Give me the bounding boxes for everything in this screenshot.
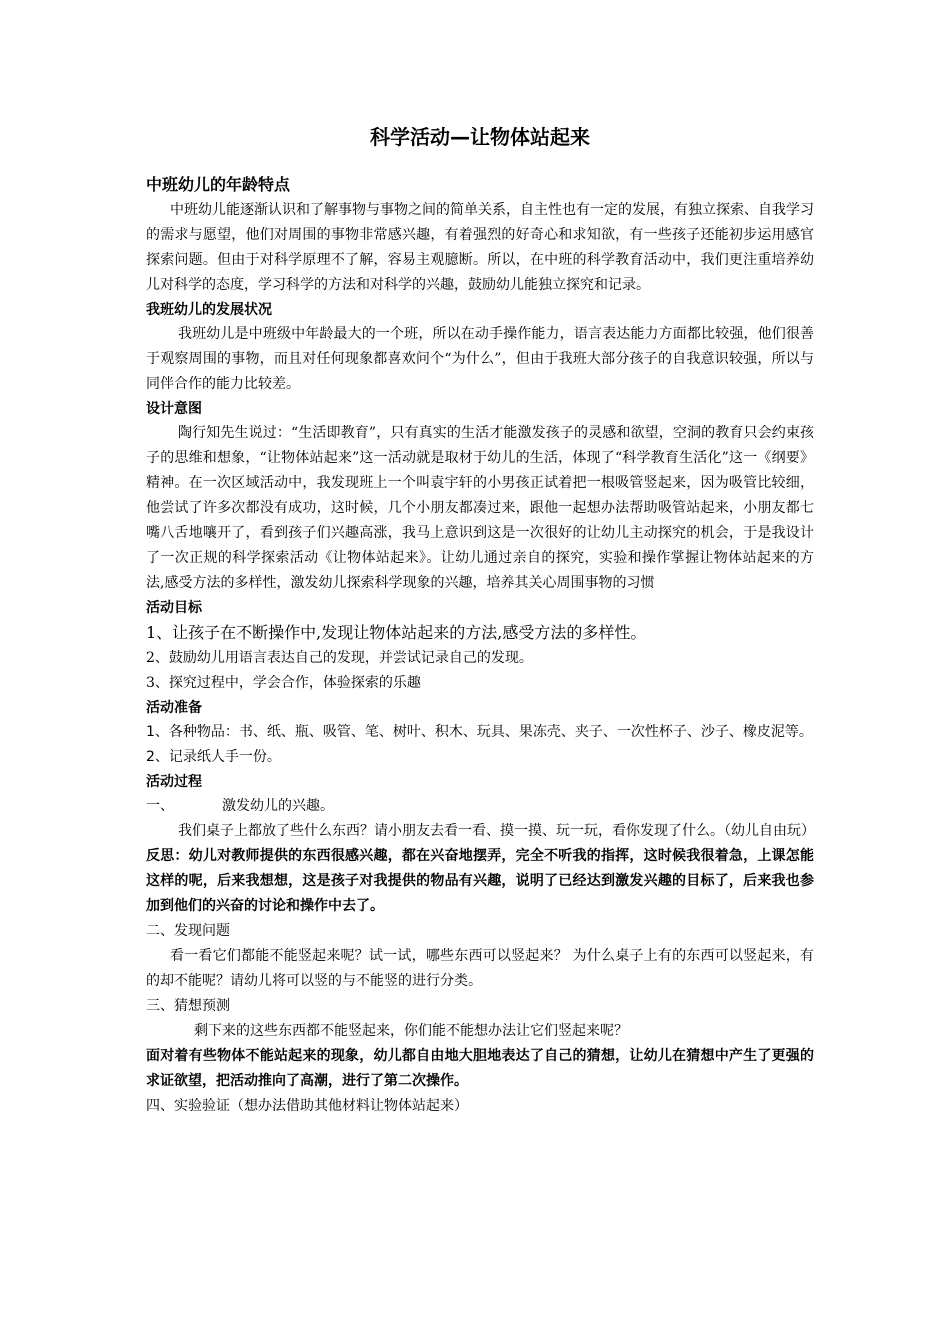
- heading-activity-preparation: 活动准备: [146, 700, 202, 716]
- process-step-2-paragraph: 看一看它们都能不能竖起来呢？试一试，哪些东西可以竖起来？ 为什么桌子上有的东西可以竖起来，有的却不能呢？请幼儿将可以竖的与不能竖的进行分类。: [146, 948, 814, 989]
- heading-design-intent: 设计意图: [146, 401, 202, 417]
- prep-item-1: [146, 720, 814, 745]
- process-step-3-paragraph: 剩下来的这些东西都不能竖起来，你们能不能想办法让它们竖起来呢？: [194, 1023, 628, 1039]
- paragraph-class-status: 我班幼儿是中班级中年龄最大的一个班，所以在动手操作能力，语言表达能力方面都比较强，他们很善于观察周围的事物，而且对任何现象都喜欢问个“为什么”，但由于我班大部分孩子的自我意识较强，所以与同伴合作的能力比较差。: [146, 326, 814, 392]
- heading-activity-process: 活动过程: [146, 774, 202, 790]
- process-step-4-title: 四、实验验证（想办法借助其他材料让物体站起来）: [146, 1098, 468, 1114]
- paragraph-design-intent: 陶行知先生说过：“生活即教育”，只有真实的生活才能激发孩子的灵感和欲望，空洞的教育只会约束孩子的思维和想象，“让物体站起来”这一活动就是取材于幼儿的生活，体现了“科学教育生活化”这一《纲要》精神。在一次区域活动中，我发现班上一个叫袁宇轩的小男孩正试着把一根吸管竖起来，因为吸管比较细，他尝试了许多次都没有成功，这时候，几个小朋友都凑过来，跟他一起想办法帮助吸管站起来，小朋友都七嘴八舌地嚷开了，看到孩子们兴趣高涨，我马上意识到这是一次很好的让幼儿主动探究的机会，于是我设计了一次正规的科学探索活动《让物体站起来》。让幼儿通过亲自的探究，实验和操作掌握让物体站起来的方法,感受方法的多样性，激发幼儿探索科学现象的兴趣，培养其关心周围事物的习惯: [146, 425, 814, 591]
- heading-age-characteristics: 中班幼儿的年龄特点: [146, 175, 291, 194]
- process-step-1-label: 激发幼儿的兴趣。: [222, 798, 334, 814]
- document-title: 科学活动—让物体站起来: [370, 125, 590, 149]
- prep-item-2-text: 、记录纸人手一份。: [154, 749, 281, 765]
- process-step-2-title: 二、发现问题: [146, 923, 230, 939]
- process-step-3-title: 三、猜想预测: [146, 998, 230, 1014]
- prep-item-2: [146, 745, 814, 770]
- reflection-2: 面对着有些物体不能站起来的现象，幼儿都自由地大胆地表达了自己的猜想，让幼儿在猜想中产生了更强的求证欲望，把活动推向了高潮，进行了第二次操作。: [146, 1048, 814, 1089]
- prep-item-2-number: 2: [146, 749, 155, 765]
- process-step-1-title: [146, 794, 814, 819]
- reflection-1: 反思：幼儿对教师提供的东西很感兴趣，都在兴奋地摆弄，完全不听我的指挥，这时候我很着急，上课怎能这样的呢，后来我想想，这是孩子对我提供的物品有兴趣，说明了已经达到激发兴趣的目标了，后来我也参加到他们的兴奋的讨论和操作中去了。: [146, 848, 814, 914]
- process-step-1-paragraph: 我们桌子上都放了些什么东西？请小朋友去看一看、摸一摸、玩一玩，看你发现了什么。（幼儿自由玩）: [178, 823, 815, 839]
- goal-item-3: 3、探究过程中，学会合作，体验探索的乐趣: [146, 675, 421, 691]
- paragraph-age-characteristics: 中班幼儿能逐渐认识和了解事物与事物之间的简单关系，自主性也有一定的发展，有独立探索、自我学习的需求与愿望，他们对周围的事物非常感兴趣，有着强烈的好奇心和求知欲，有一些孩子还能初步运用感官探索问题。但由于对科学原理不了解，容易主观臆断。所以，在中班的科学教育活动中，我们更注重培养幼儿对科学的态度，学习科学的方法和对科学的兴趣，鼓励幼儿能独立探究和记录。: [146, 202, 814, 293]
- prep-item-1-number: 1: [146, 724, 155, 740]
- heading-activity-goals: 活动目标: [146, 600, 202, 616]
- heading-class-status: 我班幼儿的发展状况: [146, 302, 272, 318]
- goal-item-1: 1、让孩子在不断操作中,发现让物体站起来的方法,感受方法的多样性。: [146, 623, 647, 642]
- document-page: [146, 120, 814, 1119]
- prep-item-1-text: 、各种物品：书、纸、瓶、吸管、笔、树叶、积木、玩具、果冻壳、夹子、一次性杯子、沙子、橡皮泥等。: [154, 724, 813, 740]
- goal-item-2: 2、鼓励幼儿用语言表达自己的发现，并尝试记录自己的发现。: [146, 650, 533, 666]
- process-step-1-number: 一、: [146, 798, 174, 814]
